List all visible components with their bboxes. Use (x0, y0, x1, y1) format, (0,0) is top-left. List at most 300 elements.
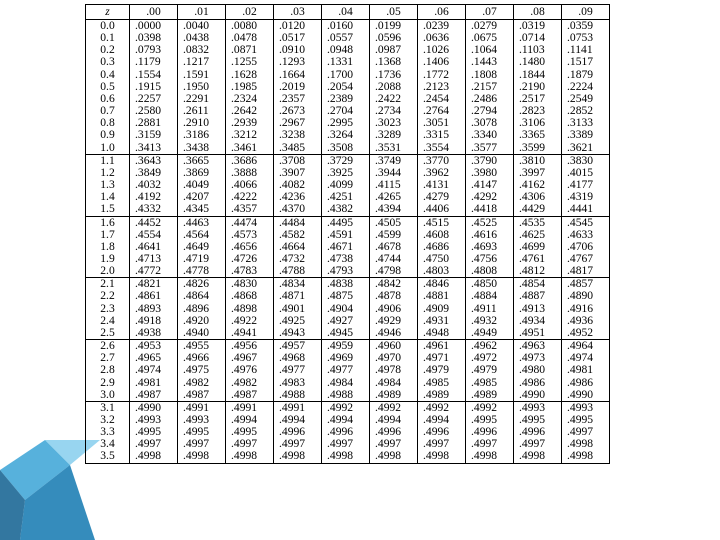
table-cell: .1026 (418, 44, 466, 56)
z-value-cell: 3.2 (86, 414, 130, 426)
table-cell: .4991 (178, 401, 226, 414)
table-cell: .4998 (418, 450, 466, 463)
table-cell: .3531 (370, 142, 418, 155)
table-cell: .4977 (322, 364, 370, 376)
table-cell: .4251 (322, 191, 370, 203)
table-cell: .3365 (514, 129, 562, 141)
table-cell: .1808 (466, 69, 514, 81)
table-cell: .4998 (274, 450, 322, 463)
table-cell: .4564 (178, 229, 226, 241)
table-row (86, 352, 610, 364)
table-cell: .4992 (370, 401, 418, 414)
table-cell: .4756 (466, 253, 514, 265)
table-cell: .4980 (514, 364, 562, 376)
table-cell: .4911 (466, 303, 514, 315)
table-cell: .4995 (466, 414, 514, 426)
table-cell: .0517 (274, 32, 322, 44)
table-cell: .4370 (274, 203, 322, 216)
table-cell: .4997 (562, 426, 610, 438)
table-cell: .3962 (418, 167, 466, 179)
table-cell: .4978 (370, 364, 418, 376)
table-cell: .1985 (226, 81, 274, 93)
table-cell: .4956 (226, 340, 274, 353)
table-cell: .4993 (130, 414, 178, 426)
table-cell: .3159 (130, 129, 178, 141)
z-value-cell: 1.9 (86, 253, 130, 265)
table-cell: .4987 (130, 389, 178, 402)
table-cell: .4982 (226, 377, 274, 389)
z-value-cell: 3.0 (86, 389, 130, 402)
table-cell: .3749 (370, 154, 418, 167)
table-cell: .4988 (322, 389, 370, 402)
table-cell: .2054 (322, 81, 370, 93)
table-cell: .4996 (370, 426, 418, 438)
table-cell: .4989 (418, 389, 466, 402)
table-cell: .2764 (418, 105, 466, 117)
table-cell: .4515 (418, 216, 466, 229)
table-cell: .4332 (130, 203, 178, 216)
table-cell: .3413 (130, 142, 178, 155)
table-cell: .4964 (562, 340, 610, 353)
table-cell: .4922 (226, 315, 274, 327)
table-cell: .4981 (562, 364, 610, 376)
table-cell: .3315 (418, 129, 466, 141)
z-value-cell: 0.3 (86, 56, 130, 68)
table-cell: .4115 (370, 179, 418, 191)
table-cell: .4778 (178, 265, 226, 278)
table-cell: .4738 (322, 253, 370, 265)
table-cell: .0910 (274, 44, 322, 56)
table-cell: .4977 (274, 364, 322, 376)
column-header: .08 (514, 5, 562, 20)
table-cell: .4960 (370, 340, 418, 353)
table-row (86, 303, 610, 315)
table-cell: .2389 (322, 93, 370, 105)
table-cell: .4962 (466, 340, 514, 353)
table-cell: .3577 (466, 142, 514, 155)
table-cell: .4573 (226, 229, 274, 241)
table-cell: .4929 (370, 315, 418, 327)
table-header-row (86, 5, 610, 20)
table-cell: .1255 (226, 56, 274, 68)
column-header: .01 (178, 5, 226, 20)
table-cell: .2088 (370, 81, 418, 93)
table-cell: .4834 (274, 278, 322, 291)
z-value-cell: 2.8 (86, 364, 130, 376)
table-cell: .3907 (274, 167, 322, 179)
table-row (86, 154, 610, 167)
table-cell: .4976 (226, 364, 274, 376)
table-cell: .4996 (418, 426, 466, 438)
table-cell: .4864 (178, 290, 226, 302)
table-cell: .2357 (274, 93, 322, 105)
column-header: .09 (562, 5, 610, 20)
table-cell: .2794 (466, 105, 514, 117)
table-cell: .1179 (130, 56, 178, 68)
table-cell: .2881 (130, 117, 178, 129)
table-cell: .4545 (562, 216, 610, 229)
table-cell: .4699 (514, 241, 562, 253)
table-cell: .3289 (370, 129, 418, 141)
table-cell: .0239 (418, 20, 466, 33)
z-value-cell: 1.5 (86, 203, 130, 216)
table-cell: .3554 (418, 142, 466, 155)
table-cell: .2422 (370, 93, 418, 105)
table-cell: .4995 (562, 414, 610, 426)
table-cell: .2486 (466, 93, 514, 105)
table-cell: .4222 (226, 191, 274, 203)
table-cell: .0080 (226, 20, 274, 33)
z-value-cell: 1.4 (86, 191, 130, 203)
table-cell: .4821 (130, 278, 178, 291)
table-cell: .4066 (226, 179, 274, 191)
table-cell: .4918 (130, 315, 178, 327)
table-cell: .4995 (178, 426, 226, 438)
table-cell: .4599 (370, 229, 418, 241)
z-value-cell: 1.2 (86, 167, 130, 179)
z-value-cell: 0.0 (86, 20, 130, 33)
table-cell: .4678 (370, 241, 418, 253)
table-cell: .4996 (322, 426, 370, 438)
table-cell: .4997 (178, 438, 226, 450)
table-row (86, 290, 610, 302)
table-cell: .2549 (562, 93, 610, 105)
table-cell: .0040 (178, 20, 226, 33)
table-cell: .4767 (562, 253, 610, 265)
table-cell: .4842 (370, 278, 418, 291)
table-cell: .4932 (466, 315, 514, 327)
table-cell: .4997 (274, 438, 322, 450)
table-cell: .4686 (418, 241, 466, 253)
table-cell: .4441 (562, 203, 610, 216)
table-cell: .4808 (466, 265, 514, 278)
table-cell: .0987 (370, 44, 418, 56)
table-cell: .4857 (562, 278, 610, 291)
table-cell: .0948 (322, 44, 370, 56)
table-cell: .4943 (274, 327, 322, 340)
table-row (86, 389, 610, 402)
table-cell: .4992 (418, 401, 466, 414)
table-cell: .2939 (226, 117, 274, 129)
table-cell: .3023 (370, 117, 418, 129)
table-cell: .4484 (274, 216, 322, 229)
table-cell: .3264 (322, 129, 370, 141)
table-cell: .4871 (274, 290, 322, 302)
table-cell: .4656 (226, 241, 274, 253)
table-row (86, 401, 610, 414)
table-cell: .4936 (562, 315, 610, 327)
table-cell: .2224 (562, 81, 610, 93)
table-cell: .0714 (514, 32, 562, 44)
table-cell: .0793 (130, 44, 178, 56)
table-cell: .4909 (418, 303, 466, 315)
z-value-cell: 2.4 (86, 315, 130, 327)
column-header: .02 (226, 5, 274, 20)
table-row (86, 93, 610, 105)
table-cell: .3997 (514, 167, 562, 179)
table-cell: .1368 (370, 56, 418, 68)
z-value-cell: 2.9 (86, 377, 130, 389)
z-value-cell: 2.5 (86, 327, 130, 340)
table-cell: .4952 (562, 327, 610, 340)
table-cell: .4941 (226, 327, 274, 340)
table-cell: .4994 (322, 414, 370, 426)
table-cell: .4993 (514, 401, 562, 414)
table-cell: .0438 (178, 32, 226, 44)
table-cell: .3621 (562, 142, 610, 155)
table-cell: .1772 (418, 69, 466, 81)
table-row (86, 191, 610, 203)
table-cell: .4625 (514, 229, 562, 241)
table-cell: .4394 (370, 203, 418, 216)
table-cell: .4881 (418, 290, 466, 302)
table-cell: .4177 (562, 179, 610, 191)
table-cell: .4988 (274, 389, 322, 402)
table-row (86, 340, 610, 353)
table-cell: .4854 (514, 278, 562, 291)
table-cell: .1141 (562, 44, 610, 56)
table-cell: .4997 (130, 438, 178, 450)
table-cell: .4949 (466, 327, 514, 340)
table-cell: .4987 (178, 389, 226, 402)
z-value-cell: 0.1 (86, 32, 130, 44)
table-cell: .4896 (178, 303, 226, 315)
table-cell: .2704 (322, 105, 370, 117)
table-cell: .0636 (418, 32, 466, 44)
table-cell: .1879 (562, 69, 610, 81)
z-value-cell: 0.2 (86, 44, 130, 56)
column-header: .06 (418, 5, 466, 20)
table-cell: .3980 (466, 167, 514, 179)
table-cell: .4979 (466, 364, 514, 376)
table-row (86, 253, 610, 265)
table-cell: .4971 (418, 352, 466, 364)
table-cell: .4474 (226, 216, 274, 229)
table-cell: .4916 (562, 303, 610, 315)
table-cell: .4812 (514, 265, 562, 278)
table-cell: .1217 (178, 56, 226, 68)
table-cell: .4236 (274, 191, 322, 203)
table-cell: .2019 (274, 81, 322, 93)
table-row (86, 438, 610, 450)
table-cell: .4015 (562, 167, 610, 179)
table-cell: .4931 (418, 315, 466, 327)
table-cell: .4998 (130, 450, 178, 463)
table-cell: .1443 (466, 56, 514, 68)
table-cell: .4505 (370, 216, 418, 229)
table-cell: .4934 (514, 315, 562, 327)
table-cell: .2190 (514, 81, 562, 93)
table-cell: .4382 (322, 203, 370, 216)
table-cell: .4990 (514, 389, 562, 402)
table-cell: .3106 (514, 117, 562, 129)
table-cell: .3186 (178, 129, 226, 141)
z-value-cell: 0.9 (86, 129, 130, 141)
table-cell: .4793 (322, 265, 370, 278)
table-cell: .3830 (562, 154, 610, 167)
table-cell: .4998 (178, 450, 226, 463)
table-cell: .1736 (370, 69, 418, 81)
table-cell: .4719 (178, 253, 226, 265)
table-cell: .4945 (322, 327, 370, 340)
table-cell: .4495 (322, 216, 370, 229)
table-cell: .4995 (514, 414, 562, 426)
table-cell: .4927 (322, 315, 370, 327)
table-cell: .0160 (322, 20, 370, 33)
table-row (86, 414, 610, 426)
table-cell: .4744 (370, 253, 418, 265)
table-cell: .2995 (322, 117, 370, 129)
table-cell: .4997 (370, 438, 418, 450)
table-cell: .1950 (178, 81, 226, 93)
table-cell: .2454 (418, 93, 466, 105)
table-row (86, 450, 610, 463)
table-row (86, 32, 610, 44)
table-cell: .4992 (466, 401, 514, 414)
table-cell: .4861 (130, 290, 178, 302)
table-cell: .3770 (418, 154, 466, 167)
table-cell: .1915 (130, 81, 178, 93)
table-cell: .4608 (418, 229, 466, 241)
table-cell: .0753 (562, 32, 610, 44)
table-cell: .4982 (178, 377, 226, 389)
table-cell: .4993 (562, 401, 610, 414)
table-cell: .4997 (466, 438, 514, 450)
table-cell: .4131 (418, 179, 466, 191)
table-row (86, 377, 610, 389)
table-cell: .3051 (418, 117, 466, 129)
table-cell: .4726 (226, 253, 274, 265)
table-cell: .4989 (466, 389, 514, 402)
table-cell: .4984 (370, 377, 418, 389)
table-cell: .2123 (418, 81, 466, 93)
table-cell: .4998 (466, 450, 514, 463)
table-cell: .3944 (370, 167, 418, 179)
table-cell: .4772 (130, 265, 178, 278)
table-cell: .4970 (370, 352, 418, 364)
table-cell: .3340 (466, 129, 514, 141)
table-cell: .4985 (418, 377, 466, 389)
table-cell: .4591 (322, 229, 370, 241)
table-cell: .0832 (178, 44, 226, 56)
table-cell: .2734 (370, 105, 418, 117)
table-cell: .4948 (418, 327, 466, 340)
table-cell: .4099 (322, 179, 370, 191)
table-cell: .4878 (370, 290, 418, 302)
table-row (86, 265, 610, 278)
table-cell: .4664 (274, 241, 322, 253)
table-cell: .4535 (514, 216, 562, 229)
table-row (86, 69, 610, 81)
table-cell: .4463 (178, 216, 226, 229)
table-cell: .2580 (130, 105, 178, 117)
table-cell: .0557 (322, 32, 370, 44)
table-cell: .4966 (178, 352, 226, 364)
table-cell: .4357 (226, 203, 274, 216)
table-cell: .3869 (178, 167, 226, 179)
table-cell: .3790 (466, 154, 514, 167)
table-cell: .4884 (466, 290, 514, 302)
table-cell: .4991 (226, 401, 274, 414)
table-cell: .4633 (562, 229, 610, 241)
table-cell: .4418 (466, 203, 514, 216)
table-cell: .4649 (178, 241, 226, 253)
table-row (86, 278, 610, 291)
table-cell: .4904 (322, 303, 370, 315)
table-cell: .4998 (562, 438, 610, 450)
z-value-cell: 1.6 (86, 216, 130, 229)
column-header: .07 (466, 5, 514, 20)
table-cell: .4850 (466, 278, 514, 291)
table-cell: .4761 (514, 253, 562, 265)
table-cell: .2291 (178, 93, 226, 105)
z-value-cell: 3.1 (86, 401, 130, 414)
table-cell: .3133 (562, 117, 610, 129)
table-cell: .4838 (322, 278, 370, 291)
table-row (86, 179, 610, 191)
table-cell: .4997 (226, 438, 274, 450)
table-cell: .4846 (418, 278, 466, 291)
table-row (86, 216, 610, 229)
table-cell: .1628 (226, 69, 274, 81)
table-cell: .4996 (514, 426, 562, 438)
table-cell: .4693 (466, 241, 514, 253)
z-table (85, 4, 610, 464)
table-cell: .4997 (322, 438, 370, 450)
table-cell: .1293 (274, 56, 322, 68)
table-cell: .4826 (178, 278, 226, 291)
table-cell: .4788 (274, 265, 322, 278)
table-cell: .4967 (226, 352, 274, 364)
table-row (86, 229, 610, 241)
table-cell: .4641 (130, 241, 178, 253)
table-cell: .3888 (226, 167, 274, 179)
table-cell: .1064 (466, 44, 514, 56)
table-row (86, 241, 610, 253)
table-cell: .4049 (178, 179, 226, 191)
table-row (86, 203, 610, 216)
table-cell: .0596 (370, 32, 418, 44)
table-cell: .3485 (274, 142, 322, 155)
table-cell: .3438 (178, 142, 226, 155)
table-cell: .4582 (274, 229, 322, 241)
table-cell: .1331 (322, 56, 370, 68)
table-cell: .4887 (514, 290, 562, 302)
table-cell: .4817 (562, 265, 610, 278)
table-cell: .4406 (418, 203, 466, 216)
table-cell: .2910 (178, 117, 226, 129)
table-cell: .4985 (466, 377, 514, 389)
table-cell: .1517 (562, 56, 610, 68)
table-cell: .2257 (130, 93, 178, 105)
z-value-cell: 1.0 (86, 142, 130, 155)
z-value-cell: 0.5 (86, 81, 130, 93)
table-cell: .3212 (226, 129, 274, 141)
table-cell: .1554 (130, 69, 178, 81)
table-cell: .4906 (370, 303, 418, 315)
table-cell: .4965 (130, 352, 178, 364)
z-value-cell: 0.4 (86, 69, 130, 81)
table-cell: .1406 (418, 56, 466, 68)
z-value-cell: 0.8 (86, 117, 130, 129)
table-cell: .4979 (418, 364, 466, 376)
table-cell: .0319 (514, 20, 562, 33)
table-row (86, 20, 610, 33)
column-header: .05 (370, 5, 418, 20)
table-cell: .0478 (226, 32, 274, 44)
table-cell: .4987 (226, 389, 274, 402)
table-cell: .4961 (418, 340, 466, 353)
